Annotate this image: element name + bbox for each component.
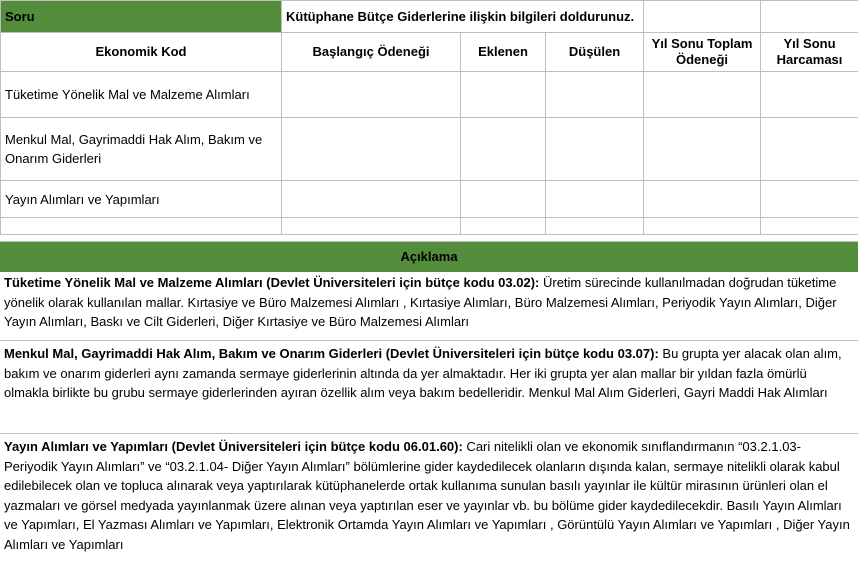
col-header-eklenen[interactable]: Eklenen: [461, 33, 546, 72]
header-line: Harcaması: [776, 52, 843, 67]
empty-cell[interactable]: [461, 218, 546, 235]
row-label-line: Onarım Giderleri: [5, 151, 102, 166]
input-cell[interactable]: [546, 118, 644, 181]
header-line: Yıl Sonu: [783, 36, 836, 51]
input-cell[interactable]: [282, 72, 461, 118]
header-line: Yıl Sonu Toplam: [651, 36, 753, 51]
header-line: Ödeneği: [676, 52, 729, 67]
aciklama-item-text: Üretim sürecinde kullanılmadan doğrudan tüketime yönelik olarak kullanılan mallar. Kırtasiye ve Büro Malzemesi Alımları , Kırtasiye Alımları, Büro Malzemesi Alımları, Periyodik Yayın Alımları, Diğer Yayın Alımları, Baskı ve Cilt Giderleri, Diğer Kırtasiye ve Büro Malzemesi Alımları: [4, 275, 837, 329]
budget-table: [0, 0, 858, 235]
row-label-menkul[interactable]: [1, 118, 282, 181]
aciklama-header[interactable]: Açıklama: [0, 241, 858, 272]
input-cell[interactable]: [644, 181, 761, 218]
input-cell[interactable]: [546, 72, 644, 118]
col-header-yil-sonu-harcama[interactable]: [761, 33, 858, 72]
aciklama-item-title: Yayın Alımları ve Yapımları (Devlet Üniversiteleri için bütçe kodu 06.01.60):: [4, 439, 463, 454]
col-header-baslangic[interactable]: Başlangıç Ödeneği: [282, 33, 461, 72]
row-label-yayin[interactable]: Yayın Alımları ve Yapımları: [1, 181, 282, 218]
question-cell[interactable]: [282, 1, 644, 33]
soru-label: Soru: [5, 9, 35, 24]
col-header-yil-sonu-toplam[interactable]: [644, 33, 761, 72]
col-header-ekonomik-kod[interactable]: Ekonomik Kod: [1, 33, 282, 72]
input-cell[interactable]: [761, 181, 858, 218]
input-cell[interactable]: [282, 181, 461, 218]
input-cell[interactable]: [644, 118, 761, 181]
aciklama-item[interactable]: [0, 272, 858, 341]
aciklama-item[interactable]: [0, 436, 858, 563]
input-cell[interactable]: [761, 118, 858, 181]
input-cell[interactable]: [461, 72, 546, 118]
aciklama-item-text: Cari nitelikli olan ve ekonomik sınıflandırmanın “03.2.1.03- Periyodik Yayın Alımları” ve “03.2.1.04- Diğer Yayın Alımları” bölümlerine gider kaydedilecek olanların dışında kalan, sermaye nitelikli olarak kabul edilebilecek olan ve topluca alınarak veya yaptırılarak kütüphanelerde ortak kullanıma sunulan basılı yayınlar ile kültür mirasının ürünleri olan el yazmaları ve görsel medyada yayınlanmak üzere alınan veya yaptırılan eser ve yayınlar vb. bu bölüme gider kaydedilecekdir. Basılı Yayın Alımları ve Yapımları, El Yazması Alımları ve Yapımları, Elektronik Ortamda Yayın Alımları ve Yapımları , Görüntülü Yayın Alımları ve Yapımları , Diğer Yayın Alımları ve Yapımları: [4, 439, 850, 552]
aciklama-item-title: Menkul Mal, Gayrimaddi Hak Alım, Bakım ve Onarım Giderleri (Devlet Üniversiteleri için bütçe kodu 03.07):: [4, 346, 659, 361]
empty-cell[interactable]: [546, 218, 644, 235]
row-label-line: Menkul Mal, Gayrimaddi Hak Alım, Bakım ve: [5, 132, 263, 147]
col-header-dusulen[interactable]: Düşülen: [546, 33, 644, 72]
soru-label-cell[interactable]: [1, 1, 282, 33]
input-cell[interactable]: [461, 181, 546, 218]
aciklama-item[interactable]: [0, 343, 858, 434]
input-cell[interactable]: [546, 181, 644, 218]
input-cell[interactable]: [461, 118, 546, 181]
empty-cell[interactable]: [1, 218, 282, 235]
input-cell[interactable]: [282, 118, 461, 181]
empty-cell[interactable]: [282, 218, 461, 235]
row-label-tuketime[interactable]: Tüketime Yönelik Mal ve Malzeme Alımları: [1, 72, 282, 118]
empty-cell[interactable]: [644, 218, 761, 235]
question-text: Kütüphane Bütçe Giderlerine ilişkin bilgileri doldurunuz.: [286, 9, 635, 24]
aciklama-item-title: Tüketime Yönelik Mal ve Malzeme Alımları (Devlet Üniversiteleri için bütçe kodu 03.02):: [4, 275, 540, 290]
empty-cell[interactable]: [644, 1, 761, 33]
input-cell[interactable]: [761, 72, 858, 118]
aciklama-item-text: Bu grupta yer alacak olan alım, bakım ve onarım giderleri aynı zamanda sermaye giderlerinin altında da yer almaktadır. Her iki grupta yer alan mallar bir yıldan fazla ömürlü olmakla birlikte bu grubu sermaye giderlerinden ayıran özellik alım veya bakım bedelleridir. Menkul Mal Alım Giderleri, Gayri Maddi Hak Alımları: [4, 346, 842, 400]
empty-cell[interactable]: [761, 218, 858, 235]
input-cell[interactable]: [644, 72, 761, 118]
empty-cell[interactable]: [761, 1, 858, 33]
